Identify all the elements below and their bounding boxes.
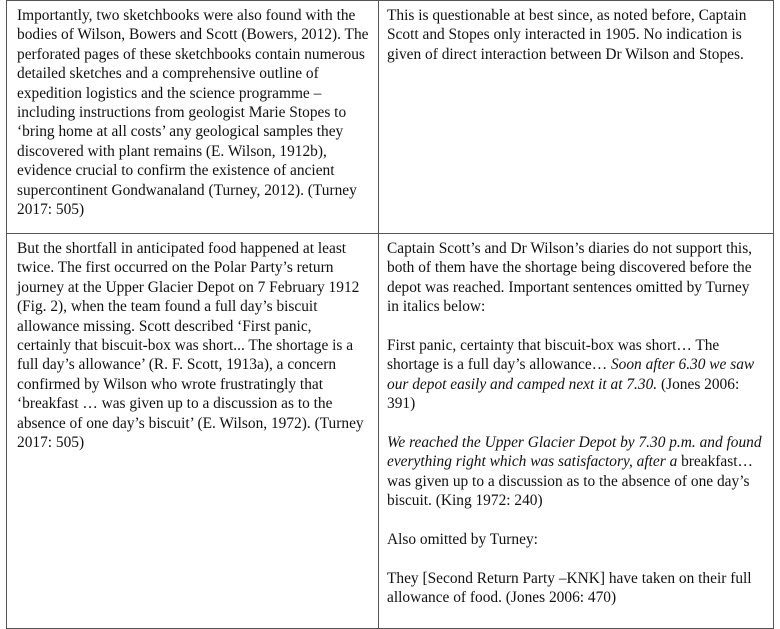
response-cell [379, 234, 774, 629]
response-cell [379, 1, 774, 234]
table-row [7, 1, 774, 234]
claim-text: But the shortfall in anticipated food happened at least twice. The first occurred on the Polar Party’s return journey at the Upper Glacier Depot on 7 February 1912 (Fig. 2), when the team found a full day’s biscuit allowance missing. Scott described ‘First panic, certainly that biscuit-box was short... The shortage is a full day’s allowance’ (R. F. Scott, 1913a), a concern confirmed by Wilson who wrote frustratingly that ‘breakfast … was given up to a discussion as to the absence of one day’s biscuit’ (E. Wilson, 1972). (Turney 2017: 505) [17, 240, 364, 452]
claim-cell [7, 234, 379, 629]
quote-omitted-text: Soon after 6.30 we saw our depot easily and camped next it at 7.30. [387, 356, 755, 393]
quote-second-return-party: They [Second Return Party –KNK] have taken on their full allowance of food. (Jones 2006: 470) [387, 569, 752, 607]
response-text: This is questionable at best since, as noted before, Captain Scott and Stopes only interacted in 1905. No indication is given of direct interaction between Dr Wilson and Stopes. [387, 7, 747, 63]
response-intro: Captain Scott’s and Dr Wilson’s diaries do not support this, both of them have the shortage being discovered before the depot was reached. Important sentences omitted by Turney in italics below: [387, 240, 753, 316]
quote-normal-text: breakfast… was given up to a discussion as to the absence of one day’s biscuit. (King 1972: 240) [387, 453, 753, 510]
quote-scott [387, 336, 764, 414]
table-row [7, 234, 774, 629]
quote-wilson [387, 433, 764, 511]
claim-cell [7, 1, 379, 234]
also-omitted-label: Also omitted by Turney: [387, 531, 538, 549]
quote-normal-text: First panic, certainty that biscuit-box was short… The shortage is a full day’s allowance… [387, 337, 720, 374]
quote-citation: (Jones 2006: 391) [387, 375, 740, 413]
claim-text: Importantly, two sketchbooks were also found with the bodies of Wilson, Bowers and Scott (Bowers, 2012). The perforated pages of these sketchbooks contain numerous detailed sketches and a comprehensive outline of expedition logistics and the science programme – including instructions from geologist Marie Stopes to ‘bring home at all costs’ any geological samples they discovered with plant remains (E. Wilson, 1912b), evidence crucial to confirm the existence of ancient supercontinent Gondwanaland (Turney, 2012). (Turney 2017: 505) [17, 7, 369, 219]
quote-omitted-text: We reached the Upper Glacier Depot by 7.30 p.m. and found everything right which was satisfactory, after a [387, 434, 762, 471]
comparison-table [6, 0, 774, 629]
